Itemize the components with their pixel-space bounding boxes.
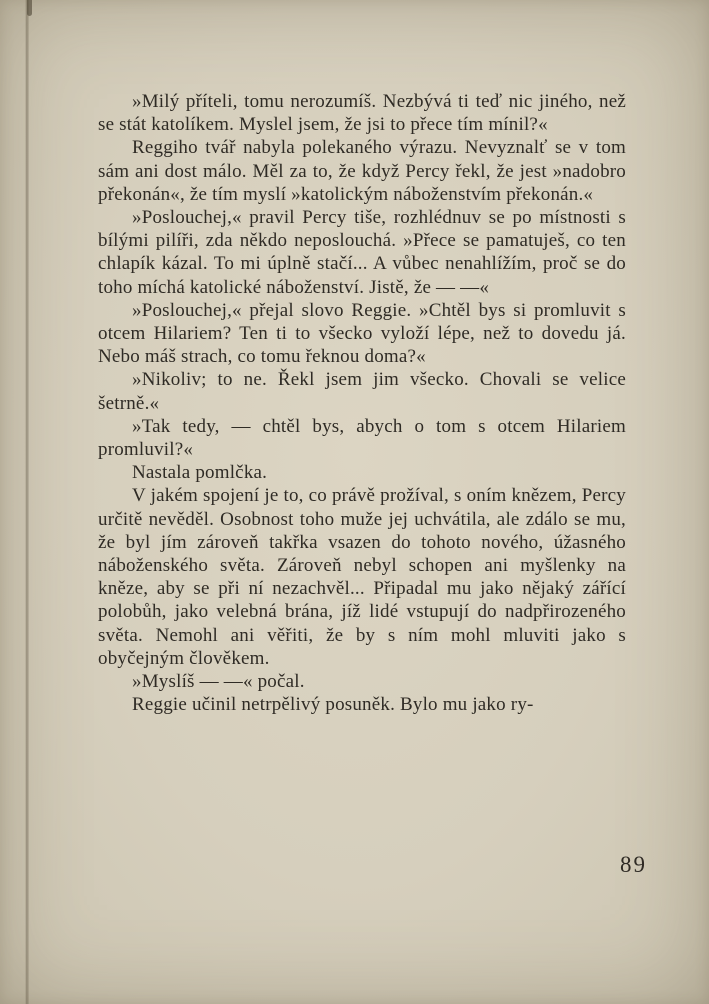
paragraph: Reggie učinil netrpělivý posuněk. Bylo mu jako ry-	[132, 694, 534, 716]
paragraph: »Tak tedy, — chtěl bys, abych o tom s otcem Hilariem promluvil?«	[98, 415, 626, 461]
page-edge-mark	[27, 0, 32, 16]
paragraph: V jakém spojení je to, co právě prožíval, s oním knězem, Percy určitě nevěděl. Osobnost toho muže jej uchvátila, ale zdálo se mu, že byl jím zároveň takřka vsazen do tohoto nového, úžasného náboženského světa. Zároveň nebyl schopen ani myšlenky na kněze, aby se při ní nezachvěl... Připadal mu jako nějaký zářící polobůh, jako velebná brána, jíž lidé vstupují do nadpřirozeného světa. Nemohl ani věřiti, že by s ním mohl mluviti jako s obyčejným člověkem.	[98, 485, 626, 669]
paragraph: »Poslouchej,« přejal slovo Reggie. »Chtěl bys si promluvit s otcem Hilariem? Ten ti to všecko vyloží lépe, než to dovedu já. Nebo máš strach, co tomu řeknou doma?«	[98, 299, 626, 368]
paragraph: Nastala pomlčka.	[132, 462, 268, 484]
paragraph: Reggiho tvář nabyla polekaného výrazu. Nevyznalť se v tom sám ani dost málo. Měl za to, že když Percy řekl, že jest »nadobro překonán«, že tím myslí »katolickým náboženstvím překonán.«	[98, 137, 626, 205]
paragraph: »Poslouchej,« pravil Percy tiše, rozhlédnuv se po místnosti s bílými pilíři, zda někdo neposlouchá. »Přece se pamatuješ, co ten chlapík kázal. To mi úplně stačí... A vůbec nenahlížím, proč se do toho míchá katolické náboženství. Jistě, že — —«	[98, 207, 626, 298]
text-block	[98, 90, 626, 716]
paragraph: »Myslíš — —« počal.	[132, 671, 305, 693]
paragraph: »Milý příteli, tomu nerozumíš. Nezbývá ti teď nic jiného, než se stát katolíkem. Myslel jsem, že jsi to přece tím mínil?«	[98, 91, 626, 136]
page-binding-edge	[25, 0, 29, 1004]
page-number: 89	[620, 852, 647, 877]
paragraph: »Nikoliv; to ne. Řekl jsem jim všecko. Chovali se velice šetrně.«	[98, 369, 626, 414]
